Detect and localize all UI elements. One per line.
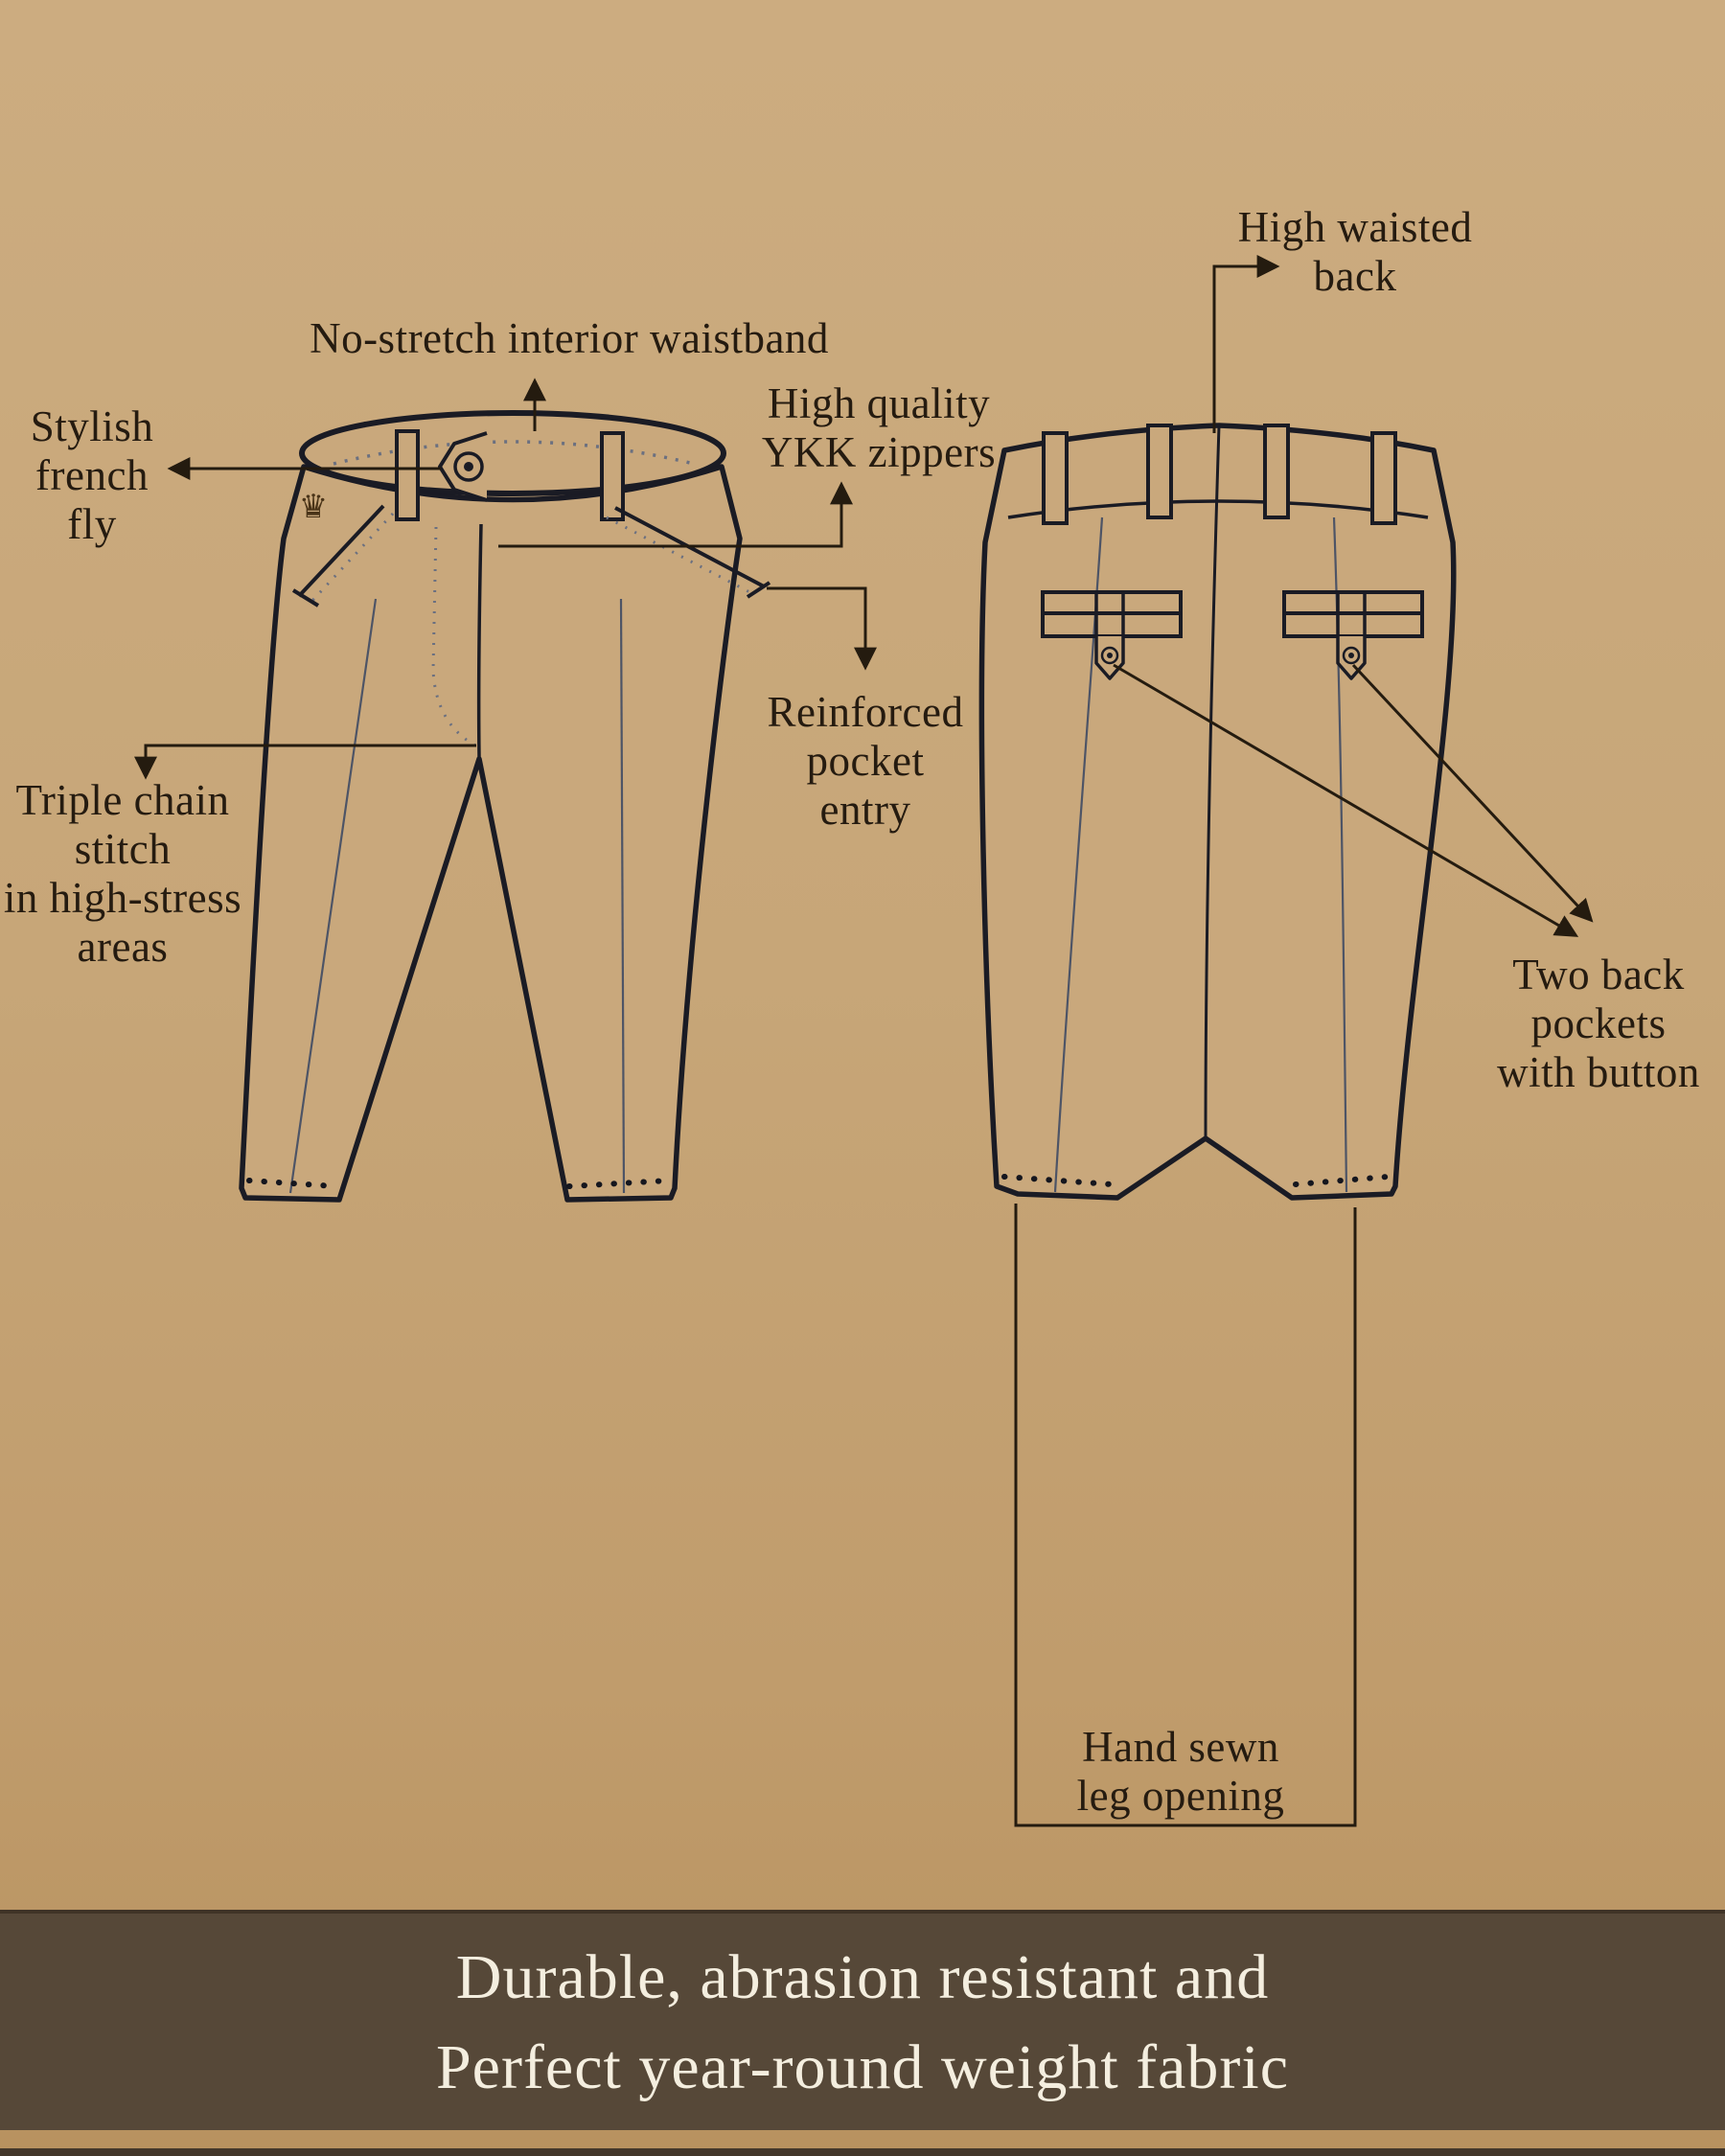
label-stylish-french-fly: Stylish french fly [30,402,154,548]
label-triple-chain-stitch: Triple chain stitch in high-stress areas [3,776,242,971]
back-pants-body [981,425,1453,1198]
leader-reinforced-pocket [767,588,865,667]
fly-button-center [464,462,473,471]
front-belt-loop-left [397,431,418,519]
fabric-benefits-banner [0,1910,1725,2130]
label-high-waisted-back: High waisted back [1237,203,1473,300]
back-belt-loop-2 [1148,425,1171,517]
banner-text: Durable, abrasion resistant and Perfect year-round weight fabric [435,1942,1290,2102]
front-pants-illustration [242,413,770,1200]
back-belt-loop-3 [1265,425,1288,517]
label-no-stretch-waistband: No-stretch interior waistband [310,314,829,362]
label-reinforced-pocket-entry: Reinforced pocket entry [767,688,964,834]
label-hand-sewn-leg-opening: Hand sewn leg opening [1076,1723,1285,1820]
front-belt-loop-right [602,433,623,519]
back-pants-illustration [981,425,1453,1198]
label-two-back-pockets: Two back pockets with button [1497,951,1700,1096]
crown-icon: ♛ [298,488,329,526]
bottom-edge-strip [0,2148,1725,2156]
back-belt-loop-4 [1372,433,1395,523]
label-ykk-zippers: High quality YKK zippers [761,379,997,476]
back-belt-loop-1 [1044,433,1067,523]
